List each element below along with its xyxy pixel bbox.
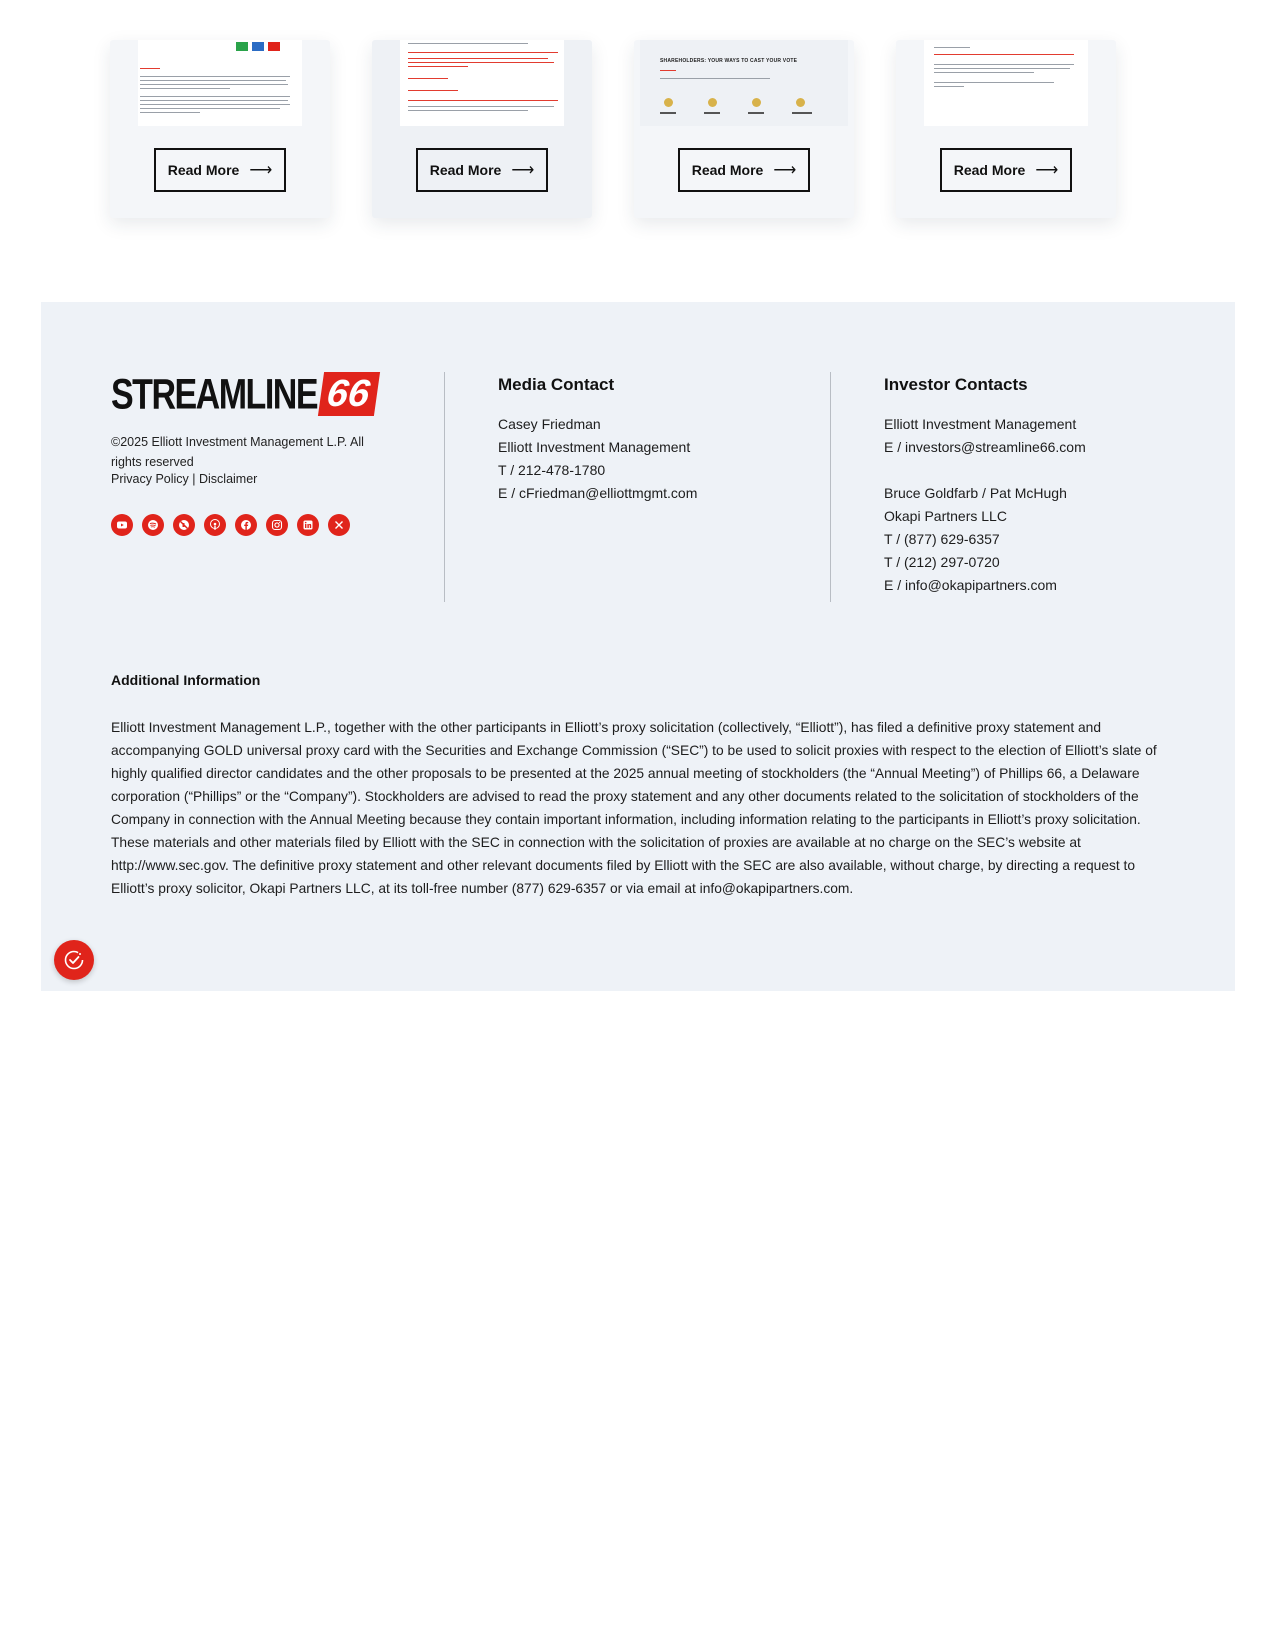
investor-contact-names: Bruce Goldfarb / Pat McHugh	[884, 485, 1067, 501]
article-thumbnail[interactable]	[640, 40, 848, 126]
arrow-right-icon: ⟶	[1035, 162, 1059, 179]
read-more-button[interactable]	[678, 148, 810, 192]
media-contact-company: Elliott Investment Management	[498, 439, 691, 455]
site-footer	[41, 302, 1235, 991]
investor-contact-company: Elliott Investment Management	[884, 416, 1077, 432]
media-contact-section	[498, 375, 697, 505]
cookie-consent-button[interactable]	[54, 940, 94, 980]
read-more-label: Read More	[691, 162, 764, 178]
podcast-icon[interactable]	[204, 514, 226, 536]
article-card	[372, 40, 592, 218]
vote-method-icon	[708, 98, 717, 107]
column-divider	[830, 372, 831, 602]
youtube-icon[interactable]	[111, 514, 133, 536]
read-more-label: Read More	[953, 162, 1026, 178]
article-card	[634, 40, 854, 218]
article-thumbnail[interactable]	[400, 40, 564, 126]
article-thumbnail[interactable]	[138, 40, 302, 126]
additional-info-title: Additional Information	[111, 672, 261, 688]
article-thumbnail[interactable]	[924, 40, 1088, 126]
spotify-icon[interactable]	[142, 514, 164, 536]
investor-contact-phone[interactable]: T / (212) 297-0720	[884, 554, 1000, 570]
x-icon[interactable]	[328, 514, 350, 536]
logo-wordmark: STREAMLINE	[111, 371, 317, 419]
cookie-check-icon	[62, 948, 86, 972]
column-divider	[444, 372, 445, 602]
investor-contact-email[interactable]: E / investors@streamline66.com	[884, 439, 1086, 455]
article-card	[896, 40, 1116, 218]
arrow-right-icon: ⟶	[511, 162, 535, 179]
arrow-right-icon: ⟶	[249, 162, 273, 179]
read-more-label: Read More	[167, 162, 240, 178]
sound-icon[interactable]	[173, 514, 195, 536]
thumb-heading: SHAREHOLDERS: YOUR WAYS TO CAST YOUR VOTE	[660, 58, 798, 64]
media-contact-phone[interactable]: T / 212-478-1780	[498, 462, 606, 478]
copyright-text: ©2025 Elliott Investment Management L.P. All rights reserved	[111, 435, 364, 469]
read-more-label: Read More	[429, 162, 502, 178]
vote-method-icon	[664, 98, 673, 107]
vote-method-icon	[796, 98, 805, 107]
logo-number: 66	[318, 372, 380, 416]
media-contact-email[interactable]: E / cFriedman@elliottmgmt.com	[498, 485, 698, 501]
additional-info-text: Elliott Investment Management L.P., together with the other participants in Elliott’s proxy solicitation (collectively, “Elliott”), has filed a definitive proxy statement and accompanying GOLD universal proxy card with the Securities and Exchange Commission (“SEC”) to be used to solicit proxies with respect to the election of Elliott’s slate of highly qualified director candidates and the other proposals to be presented at the 2025 annual meeting of stockholders (the “Annual Meeting”) of Phillips 66, a Delaware corporation (“Phillips” or the “Company”). Stockholders are advised to read the proxy statement and any other documents related to the solicitation of stockholders of the Company in connection with the Annual Meeting because they contain important information, including information relating to the participants in Elliott’s proxy solicitation. These materials and other materials filed by Elliott with the SEC in connection with the solicitation of proxies are available at no charge on the SEC’s website at http://www.sec.gov. The definitive proxy statement and other relevant documents filed by Elliott with the SEC are also available, without charge, by directing a request to Elliott’s proxy solicitor, Okapi Partners LLC, at its toll-free number (877) 629-6357 or via email at info@okapipartners.com.	[111, 720, 1157, 896]
read-more-button[interactable]	[154, 148, 286, 192]
article-cards-row	[0, 0, 1275, 250]
read-more-button[interactable]	[940, 148, 1072, 192]
investor-contact-email[interactable]: E / info@okapipartners.com	[884, 577, 1057, 593]
linkedin-icon[interactable]	[297, 514, 319, 536]
read-more-button[interactable]	[416, 148, 548, 192]
vote-method-icon	[752, 98, 761, 107]
streamline66-logo[interactable]	[111, 371, 377, 419]
thumb-red-block	[268, 42, 280, 51]
disclaimer-link[interactable]: Disclaimer	[199, 472, 258, 486]
investor-contacts-title: Investor Contacts	[884, 375, 1028, 394]
media-contact-title: Media Contact	[498, 375, 615, 394]
investor-contacts-section	[884, 375, 1086, 597]
thumb-green-block	[236, 42, 248, 51]
investor-contact-firm: Okapi Partners LLC	[884, 508, 1007, 524]
instagram-icon[interactable]	[266, 514, 288, 536]
article-card	[110, 40, 330, 218]
facebook-icon[interactable]	[235, 514, 257, 536]
privacy-policy-link[interactable]: Privacy Policy	[111, 472, 189, 486]
thumb-blue-block	[252, 42, 264, 51]
link-separator: |	[188, 472, 199, 486]
investor-contact-phone[interactable]: T / (877) 629-6357	[884, 531, 1000, 547]
social-links	[111, 514, 350, 536]
media-contact-name: Casey Friedman	[498, 416, 601, 432]
legal-links	[111, 472, 257, 486]
arrow-right-icon: ⟶	[773, 162, 797, 179]
